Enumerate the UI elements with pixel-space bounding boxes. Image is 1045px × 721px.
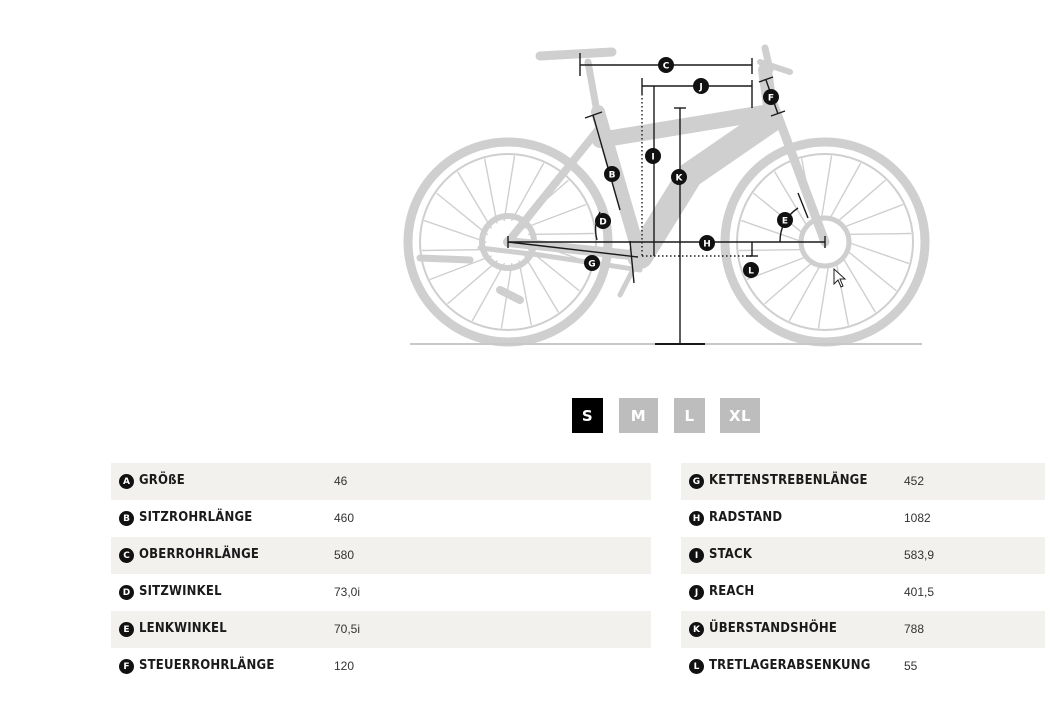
geometry-label: STACK: [709, 547, 753, 562]
letter-badge: C: [119, 548, 134, 563]
diagram-badge-b: [604, 166, 620, 182]
geometry-value: 460: [334, 511, 355, 525]
letter-badge: J: [689, 585, 704, 600]
diagram-badge-c: [658, 57, 674, 73]
geometry-row: [681, 648, 1045, 685]
size-button-l[interactable]: L: [674, 398, 705, 433]
geometry-value: 580: [334, 548, 355, 562]
geometry-value: 452: [904, 474, 925, 488]
geometry-label: LENKWINKEL: [139, 621, 227, 636]
geometry-row: [111, 648, 651, 685]
diagram-badge-j: [693, 78, 709, 94]
mouse-cursor-icon: [833, 268, 847, 290]
svg-text:C: C: [662, 61, 670, 72]
letter-badge: L: [689, 659, 704, 674]
bike-illustration: [408, 48, 925, 342]
svg-text:B: B: [608, 170, 616, 181]
svg-text:L: L: [748, 266, 754, 277]
svg-text:H: H: [703, 239, 711, 250]
size-button-xl[interactable]: XL: [720, 398, 760, 433]
letter-badge: F: [119, 659, 134, 674]
geometry-row: [111, 500, 651, 537]
diagram-badge-l: [743, 262, 759, 278]
geometry-value: 46: [334, 474, 348, 488]
geometry-value: 1082: [904, 511, 931, 525]
letter-badge: D: [119, 585, 134, 600]
geometry-label: TRETLAGERABSENKUNG: [709, 658, 871, 673]
letter-badge: H: [689, 511, 704, 526]
geometry-row: [681, 537, 1045, 574]
geometry-label: ÜBERSTANDSHÖHE: [709, 621, 838, 636]
letter-badge: G: [689, 474, 704, 489]
geometry-row: [111, 574, 651, 611]
geometry-label: SITZWINKEL: [139, 584, 222, 599]
diagram-badge-i: [645, 148, 661, 164]
geometry-label: KETTENSTREBENLÄNGE: [709, 473, 868, 488]
geometry-value: 70,5i: [334, 622, 361, 636]
svg-text:K: K: [675, 173, 683, 184]
svg-text:I: I: [651, 152, 655, 163]
geometry-value: 401,5: [904, 585, 935, 599]
geometry-value: 73,0i: [334, 585, 361, 599]
diagram-badge-d: [595, 213, 611, 229]
letter-badge: I: [689, 548, 704, 563]
geometry-label: SITZROHRLÄNGE: [139, 510, 253, 525]
diagram-badge-k: [671, 169, 687, 185]
geometry-row: [681, 611, 1045, 648]
geometry-value: 120: [334, 659, 355, 673]
size-button-m[interactable]: M: [619, 398, 658, 433]
geometry-row: [681, 500, 1045, 537]
geometry-label: STEUERROHRLÄNGE: [139, 658, 275, 673]
diagram-badge-e: [777, 212, 793, 228]
geometry-label: REACH: [709, 584, 755, 599]
letter-badge: B: [119, 511, 134, 526]
diagram-badge-f: [763, 89, 779, 105]
geometry-value: 788: [904, 622, 925, 636]
svg-text:F: F: [767, 93, 775, 104]
size-button-s[interactable]: S: [572, 398, 603, 433]
letter-badge: K: [689, 622, 704, 637]
svg-text:E: E: [781, 216, 789, 227]
geometry-label: GRÖßE: [139, 473, 185, 488]
svg-text:J: J: [699, 82, 703, 93]
geometry-row: [111, 537, 651, 574]
geometry-value: 55: [904, 659, 918, 673]
svg-text:G: G: [588, 259, 596, 270]
geometry-table-right: [681, 463, 1045, 685]
geometry-row: [681, 574, 1045, 611]
diagram-badge-h: [699, 235, 715, 251]
diagram-badge-g: [584, 255, 600, 271]
svg-text:D: D: [599, 217, 607, 228]
geometry-table-left: [111, 463, 651, 685]
geometry-label: RADSTAND: [709, 510, 783, 525]
geometry-value: 583,9: [904, 548, 935, 562]
letter-badge: E: [119, 622, 134, 637]
geometry-row: [681, 463, 1045, 500]
letter-badge: A: [119, 474, 134, 489]
geometry-row: [111, 611, 651, 648]
geometry-label: OBERROHRLÄNGE: [139, 547, 260, 562]
geometry-row: [111, 463, 651, 500]
